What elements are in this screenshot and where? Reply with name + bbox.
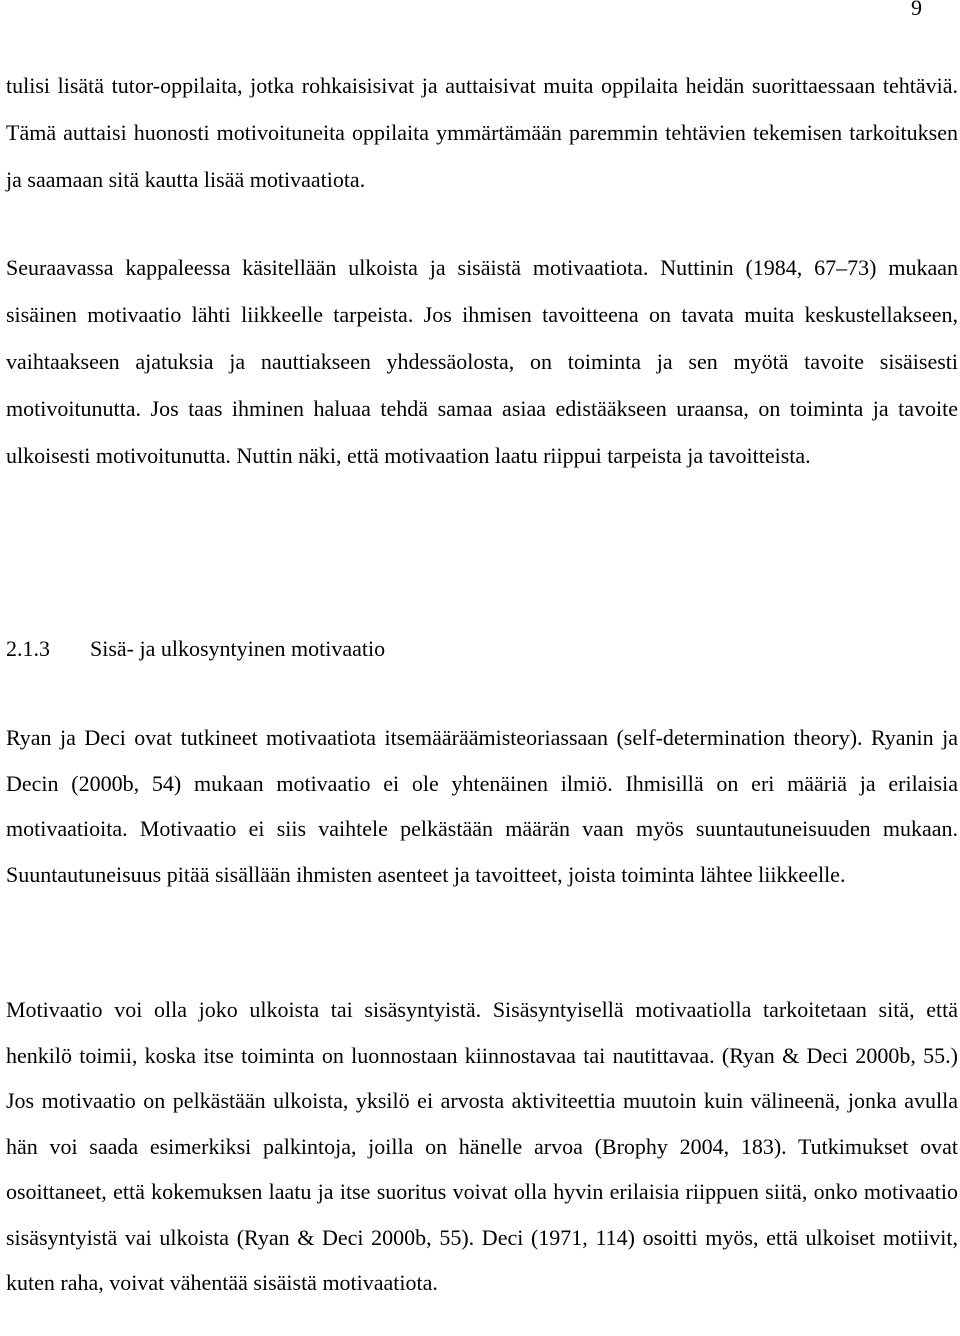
- paragraph-self-determination-theory: Ryan ja Deci ovat tutkineet motivaatiota itsemääräämisteoriassaan (self-determination theory). Ryanin ja Decin (2000b, 54) mukaan motivaatio ei ole yhtenäinen ilmiö. Ihmisillä on eri määriä ja erilaisia motivaatioita. Motivaatio ei siis vaihtele pelkästään määrän vaan myös suuntautuneisuuden mukaan. Suuntautuneisuus pitää sisällään ihmisten asenteet ja tavoitteet, joista toiminta lähtee liikkeelle.: [6, 725, 958, 887]
- page-number: 9: [911, 0, 922, 20]
- section-number: 2.1.3: [6, 636, 50, 661]
- section-title: Sisä- ja ulkosyntyinen motivaatio: [90, 636, 386, 661]
- paragraph-tutor-students: tulisi lisätä tutor-oppilaita, jotka rohkaisisivat ja auttaisivat muita oppilaita heidän suorittaessaan tehtäviä. Tämä auttaisi huonosti motivoituneita oppilaita ymmärtämään paremmin tehtävien tekemisen tarkoituksen ja saamaan sitä kautta lisää motivaatiota.: [6, 73, 958, 192]
- paragraph-internal-external-motivation: Seuraavassa kappaleessa käsitellään ulkoista ja sisäistä motivaatiota. Nuttinin (1984, 67–73) mukaan sisäinen motivaatio lähti liikkeelle tarpeista. Jos ihmisen tavoitteena on tavata muita keskustellakseen, vaihtaakseen ajatuksia ja nauttiakseen yhdessäolosta, on toiminta ja sen myötä tavoite sisäisesti motivoitunutta. Jos taas ihminen haluaa tehdä samaa asiaa edistääkseen uraansa, on toiminta ja tavoite ulkoisesti motivoitunutta. Nuttin näki, että motivaation laatu riippui tarpeista ja tavoitteista.: [6, 255, 958, 468]
- section-heading: [6, 629, 385, 669]
- paragraph-intrinsic-extrinsic: Motivaatio voi olla joko ulkoista tai sisäsyntyistä. Sisäsyntyisellä motivaatiolla tarkoitetaan sitä, että henkilö toimii, koska itse toiminta on luonnostaan kiinnostavaa tai nautittavaa. (Ryan & Deci 2000b, 55.) Jos motivaatio on pelkästään ulkoista, yksilö ei arvosta aktiviteettia muutoin kuin välineenä, jonka avulla hän voi saada esimerkiksi palkintoja, joilla on hänelle arvoa (Brophy 2004, 183). Tutkimukset ovat osoittaneet, että kokemuksen laatu ja itse suoritus voivat olla hyvin erilaisia riippuen siitä, onko motivaatio sisäsyntyistä vai ulkoista (Ryan & Deci 2000b, 55). Deci (1971, 114) osoitti myös, että ulkoiset motiivit, kuten raha, voivat vähentää sisäistä motivaatiota.: [6, 997, 958, 1295]
